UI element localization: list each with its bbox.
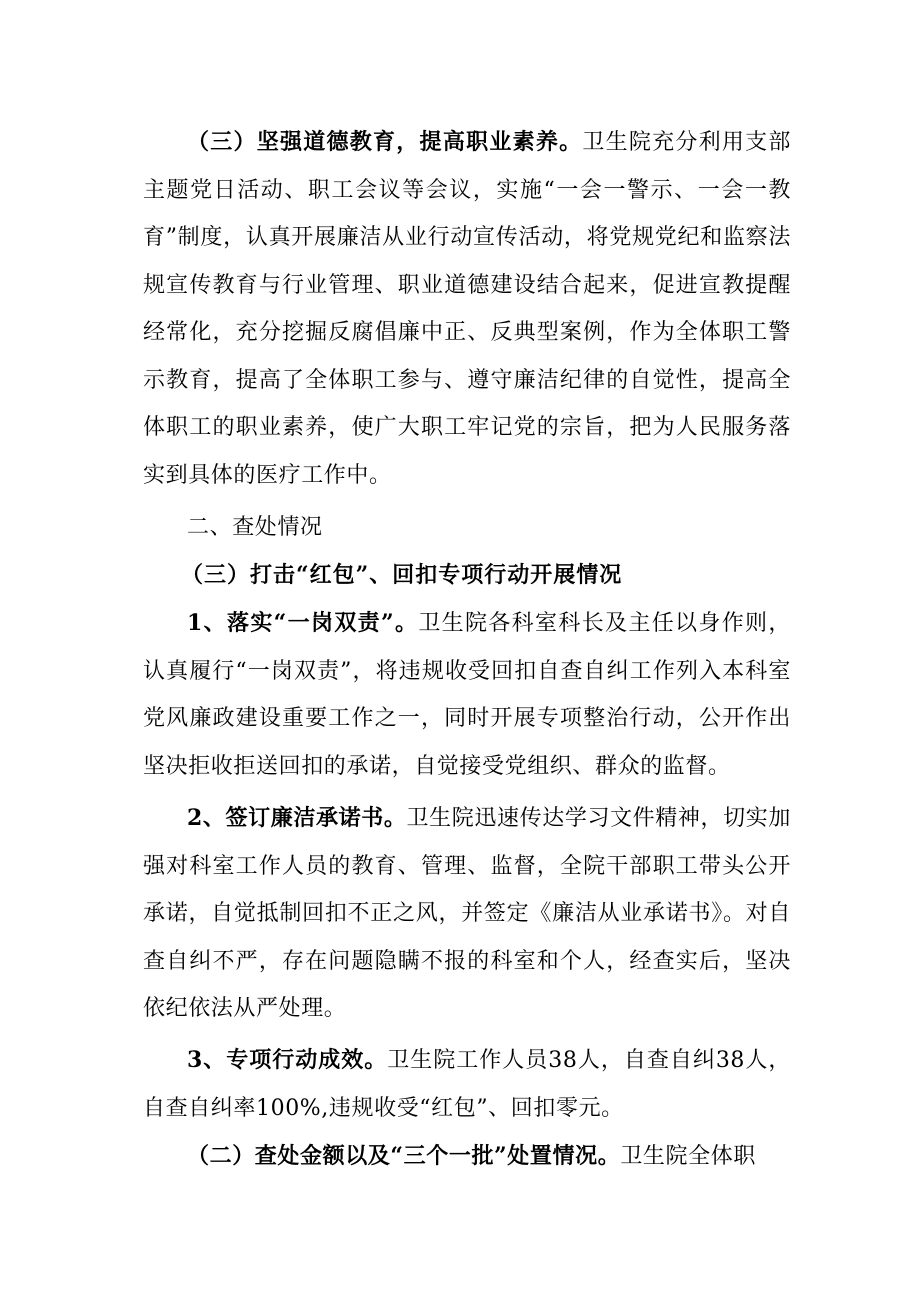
paragraph-body: 卫生院工作人员38人，自查自纠38人，自查自纠率100%,违规收受“红包”、回扣零元。: [143, 1048, 792, 1121]
paragraph-body: 卫生院全体职: [620, 1144, 756, 1169]
paragraph-lead: 2、签订廉洁承诺书。: [187, 805, 407, 831]
paragraph-lead: （三）坚强道德教育，提高职业素养。: [187, 129, 583, 155]
paragraph-item-2: [143, 795, 791, 1033]
paragraph-lead: （二）查处金额以及“三个一批”处置情况。: [187, 1143, 621, 1169]
paragraph-lead: 3、专项行动成效。: [187, 1047, 388, 1073]
paragraph-lead: 1、落实“一岗双责”。: [187, 610, 419, 636]
paragraph-moral-education: [143, 119, 791, 499]
subsection-heading-red-envelope: （三）打击“红包”、回扣专项行动开展情况: [181, 562, 623, 588]
paragraph-item-1: [143, 600, 791, 790]
paragraph-body: 卫生院迅速传达学习文件精神，切实加强对科室工作人员的教育、管理、监督，全院干部职工带头公开承诺，自觉抵制回扣不正之风，并签定《廉洁从业承诺书》。对自查自纠不严，存在问题隐瞒不报的科室和个人，经查实后，坚决依纪依法从严处理。: [143, 806, 791, 1021]
paragraph-body: 卫生院各科室科长及主任以身作则，认真履行“一岗双责”，将违规收受回扣自查自纠工作列入本科室党风廉政建设重要工作之一，同时开展专项整治行动，公开作出坚决拒收拒送回扣的承诺，自觉接受党组织、群众的监督。: [143, 611, 791, 779]
section-heading-investigation: 二、查处情况: [187, 515, 323, 540]
paragraph-handling-amount: [143, 1133, 791, 1181]
paragraph-body: 卫生院充分利用支部主题党日活动、职工会议等会议，实施“一会一警示、一会一教育”制度，认真开展廉洁从业行动宣传活动，将党规党纪和监察法规宣传教育与行业管理、职业道德建设结合起来，促进宣教提醒经常化，充分挖掘反腐倡廉中正、反典型案例，作为全体职工警示教育，提高了全体职工参与、遵守廉洁纪律的自觉性，提高全体职工的职业素养，使广大职工牢记党的宗旨，把为人民服务落实到具体的医疗工作中。: [143, 130, 792, 488]
paragraph-item-3: [143, 1037, 791, 1132]
